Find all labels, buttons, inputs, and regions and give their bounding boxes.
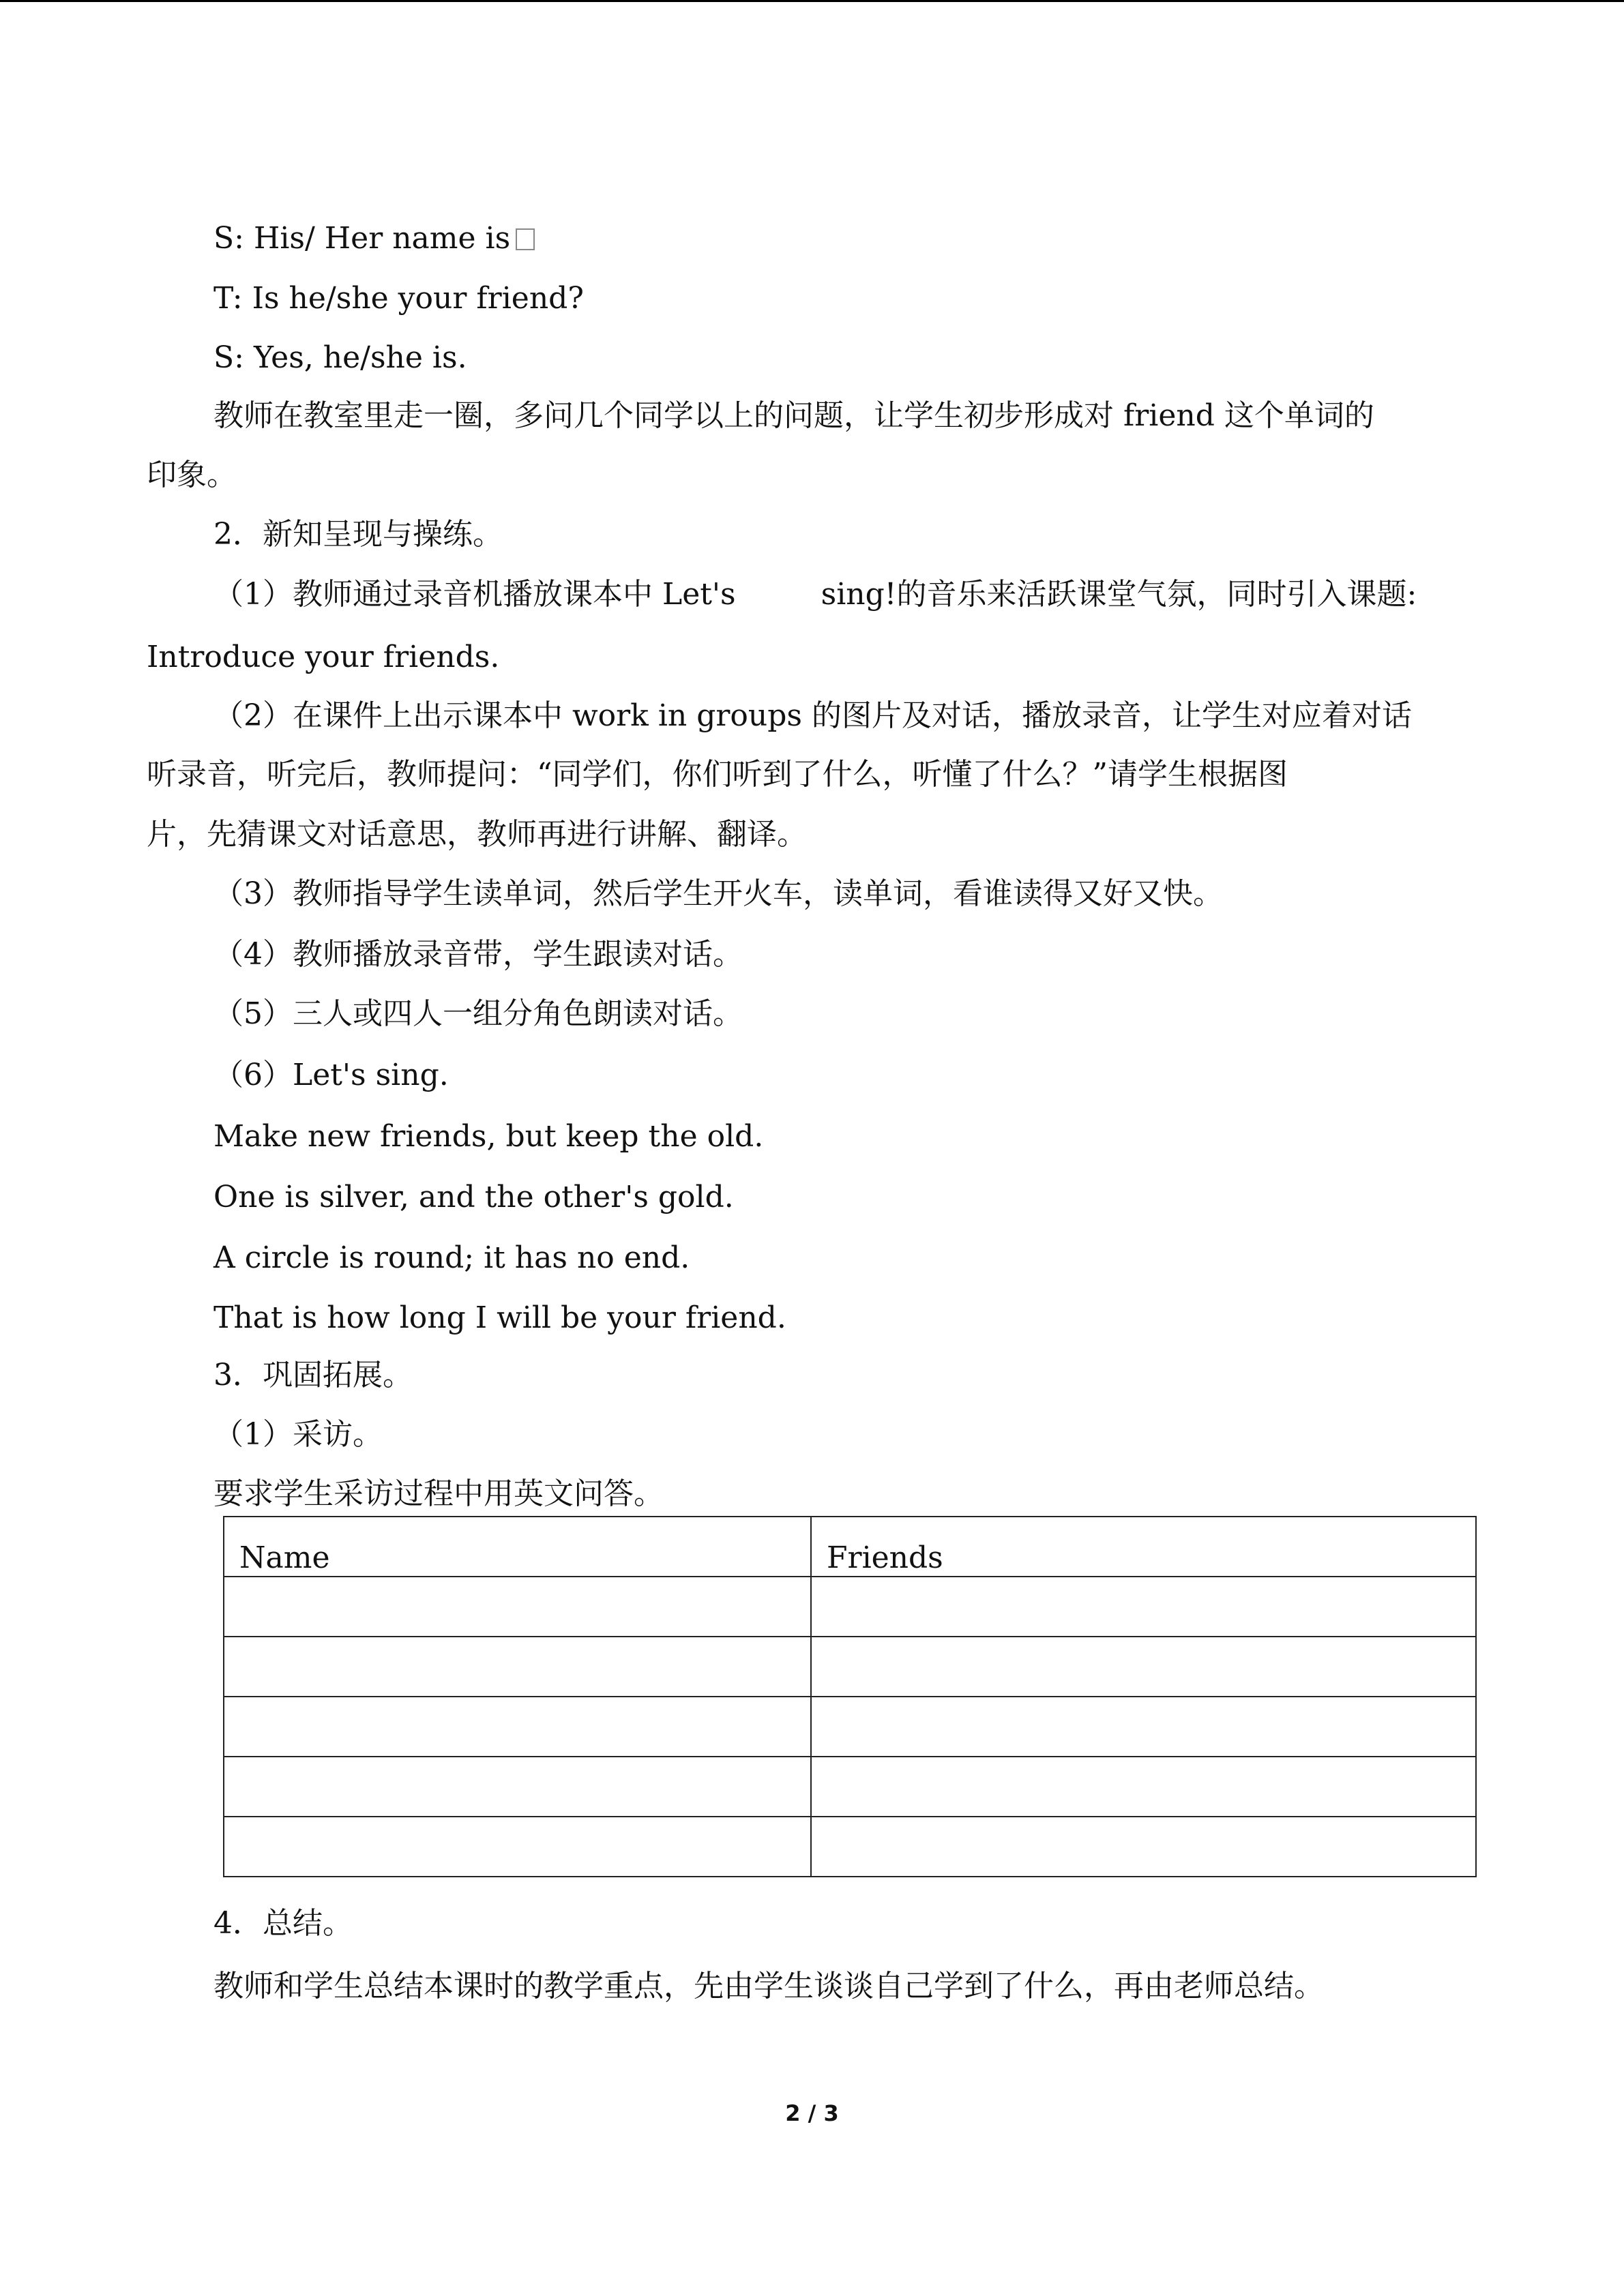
step-4: （4）教师播放录音带，学生跟读对话。 bbox=[213, 937, 743, 972]
interview-heading: （1）采访。 bbox=[213, 1417, 383, 1452]
table-cell bbox=[224, 1637, 811, 1697]
table-row bbox=[224, 1577, 1476, 1637]
table-row bbox=[224, 1757, 1476, 1817]
song-line-3: A circle is round; it has no end. bbox=[213, 1240, 690, 1275]
interview-requirement: 要求学生采访过程中用英文问答。 bbox=[213, 1476, 664, 1511]
step-1-line-1: （1）教师通过录音机播放课本中 Let's sing!的音乐来活跃课堂气氛，同时引入课题: bbox=[213, 577, 1417, 612]
table-cell bbox=[811, 1697, 1476, 1757]
table-row bbox=[224, 1817, 1476, 1877]
step-5: （5）三人或四人一组分角色朗读对话。 bbox=[213, 996, 743, 1031]
walk-paragraph-line-2: 印象。 bbox=[147, 458, 237, 492]
section-4-heading: 4．总结。 bbox=[213, 1906, 353, 1941]
table-cell bbox=[811, 1817, 1476, 1877]
page-top-border bbox=[0, 0, 1624, 2]
table-cell bbox=[224, 1697, 811, 1757]
table-cell bbox=[811, 1577, 1476, 1637]
song-line-4: That is how long I will be your friend. bbox=[213, 1300, 786, 1335]
walk-paragraph-line-1: 教师在教室里走一圈，多问几个同学以上的问题，让学生初步形成对 friend 这个单词的 bbox=[213, 398, 1374, 433]
table-cell bbox=[811, 1637, 1476, 1697]
step-2-line-2: 听录音，听完后，教师提问：“同学们，你们听到了什么，听懂了什么？”请学生根据图 bbox=[147, 757, 1288, 792]
song-line-2: One is silver, and the other's gold. bbox=[213, 1180, 734, 1214]
dialogue-teacher-friend: T: Is he/she your friend? bbox=[213, 281, 584, 316]
step-2-line-1: （2）在课件上出示课本中 work in groups 的图片及对话，播放录音，让学生对应着对话 bbox=[213, 698, 1412, 733]
section-3-heading: 3．巩固拓展。 bbox=[213, 1358, 413, 1392]
table-cell bbox=[224, 1577, 811, 1637]
blank-box bbox=[516, 228, 535, 250]
page-number: 2 / 3 bbox=[785, 2100, 839, 2126]
table-row bbox=[224, 1637, 1476, 1697]
dialogue-student-name: S: His/ Her name is bbox=[213, 218, 535, 259]
step-6: （6）Let's sing. bbox=[213, 1058, 449, 1092]
summary-paragraph: 教师和学生总结本课时的教学重点，先由学生谈谈自己学到了什么，再由老师总结。 bbox=[213, 1969, 1324, 2003]
step-1-line-2: Introduce your friends. bbox=[147, 640, 500, 674]
section-2-heading: 2．新知呈现与操练。 bbox=[213, 517, 503, 552]
song-line-1: Make new friends, but keep the old. bbox=[213, 1119, 764, 1154]
table-row bbox=[224, 1697, 1476, 1757]
table-cell bbox=[224, 1757, 811, 1817]
step-3: （3）教师指导学生读单词，然后学生开火车，读单词，看谁读得又好又快。 bbox=[213, 876, 1223, 911]
interview-table bbox=[223, 1516, 1477, 1877]
dialogue-student-yes: S: Yes, he/she is. bbox=[213, 340, 467, 375]
table-header-row bbox=[224, 1517, 1476, 1577]
header-friends: Friends bbox=[811, 1517, 1476, 1577]
header-name: Name bbox=[224, 1517, 811, 1577]
table-cell bbox=[224, 1817, 811, 1877]
table-cell bbox=[811, 1757, 1476, 1817]
step-2-line-3: 片，先猜课文对话意思，教师再进行讲解、翻译。 bbox=[147, 817, 807, 852]
